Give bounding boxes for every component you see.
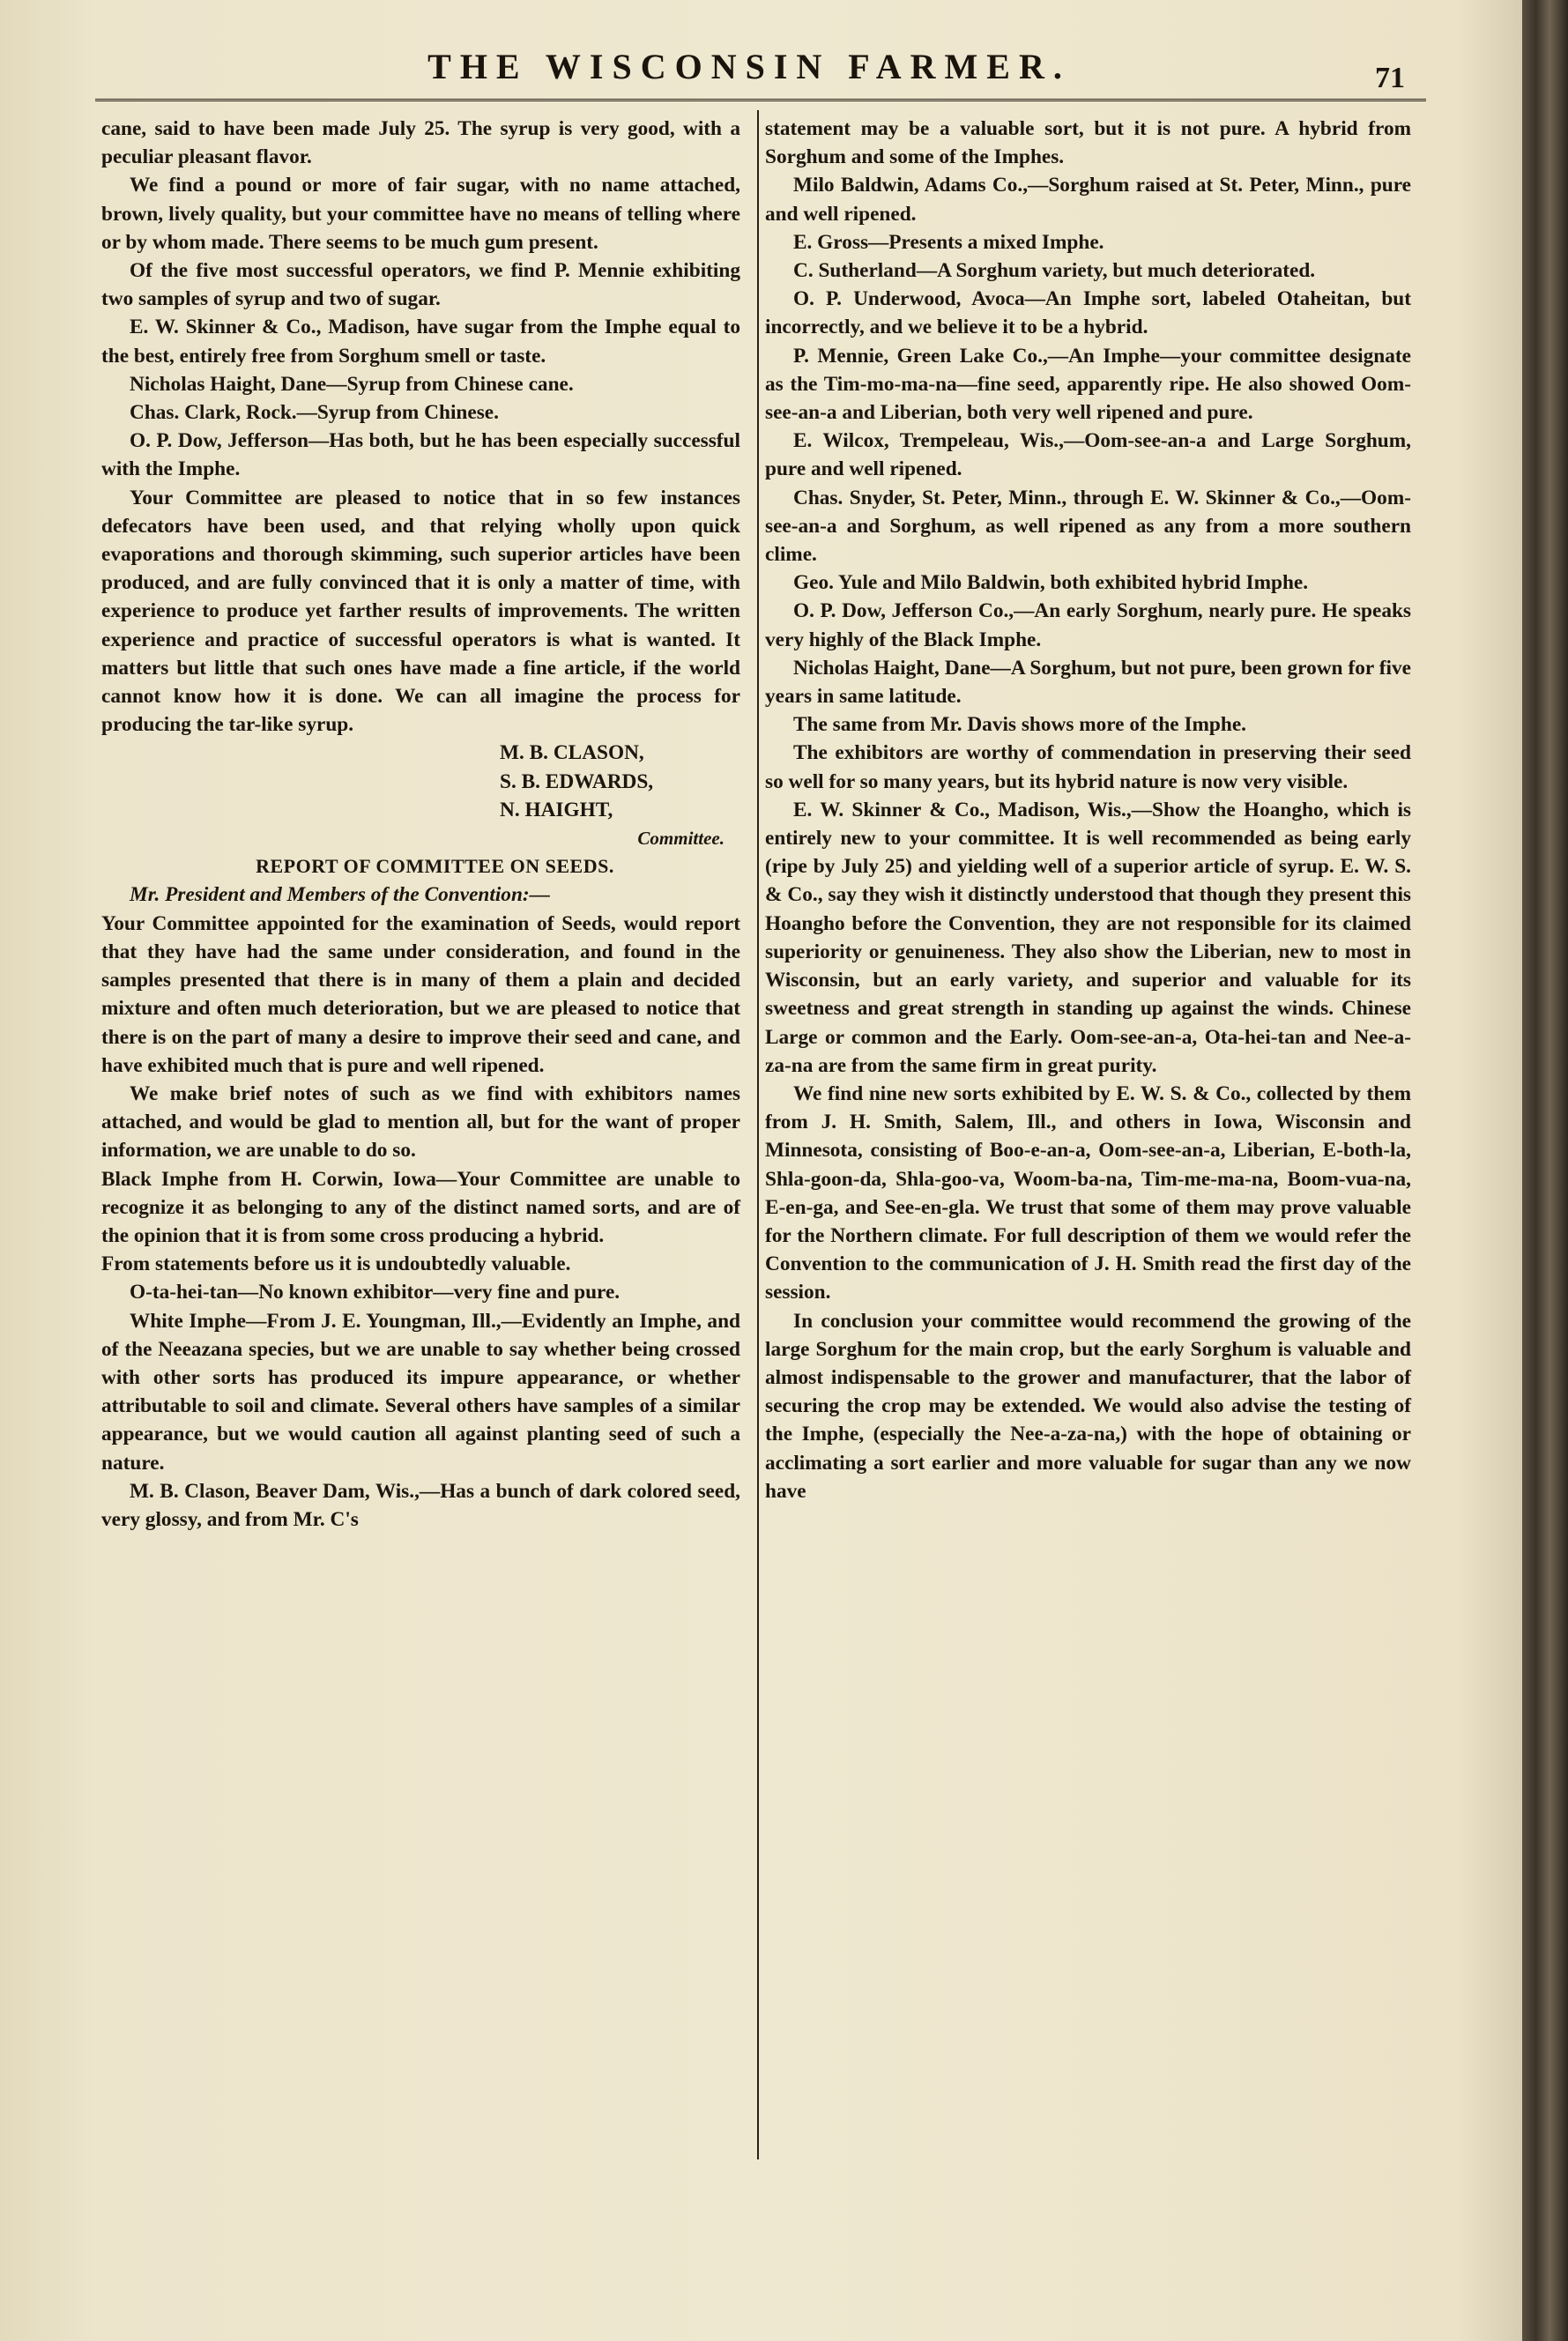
paragraph: Milo Baldwin, Adams Co.,—Sorghum raised at St. Peter, Minn., pure and well ripened.: [765, 174, 1411, 226]
paragraph: O. P. Dow, Jefferson Co.,—An early Sorghum, nearly pure. He speaks very highly of the Black Imphe.: [765, 599, 1411, 651]
right-column: [765, 115, 1411, 1505]
paragraph: E. W. Skinner & Co., Madison, have sugar from the Imphe equal to the best, entirely free from Sorghum smell or taste.: [101, 316, 740, 368]
paragraph: We find a pound or more of fair sugar, with no name attached, brown, lively quality, but your committee have no means of telling where or by whom made. There seems to be much gum present.: [101, 174, 740, 254]
paragraph: E. Wilcox, Trempeleau, Wis.,—Oom-see-an-a and Large Sorghum, pure and well ripened.: [765, 429, 1411, 481]
header-rule: [95, 99, 1426, 101]
paragraph: cane, said to have been made July 25. The syrup is very good, with a peculiar pleasant flavor.: [101, 117, 740, 169]
salutation: Mr. President and Members of the Convention:—: [130, 883, 550, 907]
paragraph: Of the five most successful operators, we find P. Mennie exhibiting two samples of syrup and two of sugar.: [101, 259, 740, 311]
paragraph: We find nine new sorts exhibited by E. W. S. & Co., collected by them from J. H. Smith, Salem, Ill., and others in Iowa, Wisconsin and Minnesota, consisting of Boo-e-an-a, Oom-see-an-a, Liberian, E-both-la, Shla-goon-da, Shla-goo-va, Woom-ba-na, Tim-me-ma-na, Boom-vua-na, E-en-ga, and See-en-gla. We trust that some of them may prove valuable for the Northern climate. For full description of them we would refer the Convention to the communication of J. H. Smith read the first day of the session.: [765, 1081, 1411, 1304]
paragraph: Chas. Snyder, St. Peter, Minn., through E. W. Skinner & Co.,—Oom-see-an-a and Sorghum, as well ripened as any from a more southern clime.: [765, 486, 1411, 567]
page-number: 71: [1375, 62, 1405, 94]
column-divider: [757, 110, 759, 2159]
page-title: THE WISCONSIN FARMER.: [427, 47, 1071, 86]
paragraph: Chas. Clark, Rock.—Syrup from Chinese.: [130, 401, 499, 425]
paragraph: Nicholas Haight, Dane—A Sorghum, but not pure, been grown for five years in same latitude.: [765, 656, 1411, 709]
paragraph: Black Imphe from H. Corwin, Iowa—Your Committee are unable to recognize it as belonging to any of the distinct named sorts, and are of the opinion that it is from some cross producing a hybrid.: [101, 1167, 740, 1247]
paragraph: Geo. Yule and Milo Baldwin, both exhibited hybrid Imphe.: [793, 571, 1309, 595]
paragraph: statement may be a valuable sort, but it is not pure. A hybrid from Sorghum and some of the Imphes.: [765, 117, 1411, 169]
paragraph: E. Gross—Presents a mixed Imphe.: [793, 230, 1104, 254]
paragraph: White Imphe—From J. E. Youngman, Ill.,—Evidently an Imphe, and of the Neeazana species, but we are unable to say whether being crossed with other sorts has produced its impure appearance, or whether attributable to soil and climate. Several others have samples of a similar appearance, but we would caution all against planting seed of such a nature.: [101, 1309, 740, 1475]
left-column: [101, 115, 740, 1534]
book-binding-edge: [1522, 0, 1568, 2341]
paragraph: Nicholas Haight, Dane—Syrup from Chinese cane.: [130, 372, 574, 396]
paragraph: Your Committee appointed for the examination of Seeds, would report that they have had the same under consideration, and found in the samples presented that there is in many of them a plain and decided mixture and often much deterioration, but we are pleased to notice that there is on the part of many a desire to improve their seed and cane, and have exhibited much that is pure and well ripened.: [101, 911, 740, 1077]
paragraph: C. Sutherland—A Sorghum variety, but much deteriorated.: [793, 259, 1316, 283]
paragraph: From statements before us it is undoubtedly valuable.: [101, 1252, 571, 1276]
paragraph: P. Mennie, Green Lake Co.,—An Imphe—your committee designate as the Tim-mo-ma-na—fine seed, apparently ripe. He also showed Oom-see-an-a and Liberian, both very well ripened and pure.: [765, 344, 1411, 425]
section-heading: REPORT OF COMMITTEE ON SEEDS.: [256, 855, 614, 878]
paragraph: E. W. Skinner & Co., Madison, Wis.,—Show the Hoangho, which is entirely new to your committee. It is well recommended as being early (ripe by July 25) and yielding well of a superior article of syrup. E. W. S. & Co., say they wish it distinctly understood that though they present this Hoangho before the Convention, they are not responsible for its claimed superiority or genuineness. They also show the Liberian, new to most in Wisconsin, but an early variety, and superior and valuable for its sweetness and great strength in standing up against the winds. Chinese Large or common and the Early. Oom-see-an-a, Ota-hei-tan and Nee-a-za-na are from the same firm in great purity.: [765, 798, 1411, 1077]
paragraph: O. P. Underwood, Avoca—An Imphe sort, labeled Otaheitan, but incorrectly, and we believe it to be a hybrid.: [765, 287, 1411, 339]
paragraph: The exhibitors are worthy of commendation in preserving their seed so well for so many years, but its hybrid nature is now very visible.: [765, 741, 1411, 793]
paragraph: The same from Mr. Davis shows more of the Imphe.: [793, 713, 1247, 737]
paragraph: O-ta-hei-tan—No known exhibitor—very fine and pure.: [130, 1281, 621, 1304]
paragraph: O. P. Dow, Jefferson—Has both, but he has been especially successful with the Imphe.: [101, 429, 740, 481]
committee-label: Committee.: [637, 828, 725, 850]
signature-line: M. B. CLASON,: [500, 741, 644, 765]
paragraph: M. B. Clason, Beaver Dam, Wis.,—Has a bunch of dark colored seed, very glossy, and from Mr. C's: [101, 1479, 740, 1531]
signature-line: S. B. EDWARDS,: [500, 769, 654, 793]
paragraph: We make brief notes of such as we find with exhibitors names attached, and would be glad to mention all, but for the want of proper information, we are unable to do so.: [101, 1081, 740, 1163]
paragraph: Your Committee are pleased to notice that in so few instances defecators have been used, and that relying wholly upon quick evaporations and thorough skimming, such superior articles have been produced, and are fully convinced that it is only a matter of time, with experience to produce yet farther results of improvements. The written experience and practice of successful operators is what is wanted. It matters but little that such ones have made a fine article, if the world cannot know how it is done. We can all imagine the process for producing the tar-like syrup.: [101, 486, 740, 737]
signature-line: N. HAIGHT,: [500, 798, 613, 821]
paragraph: In conclusion your committee would recommend the growing of the large Sorghum for the main crop, but the early Sorghum is valuable and almost indispensable to the grower and manufacturer, that the labor of securing the crop may be extended. We would also advise the testing of the Imphe, (especially the Nee-a-za-na,) with the hope of obtaining or acclimating a sort earlier and more valuable for sugar than any we now have: [765, 1309, 1411, 1503]
